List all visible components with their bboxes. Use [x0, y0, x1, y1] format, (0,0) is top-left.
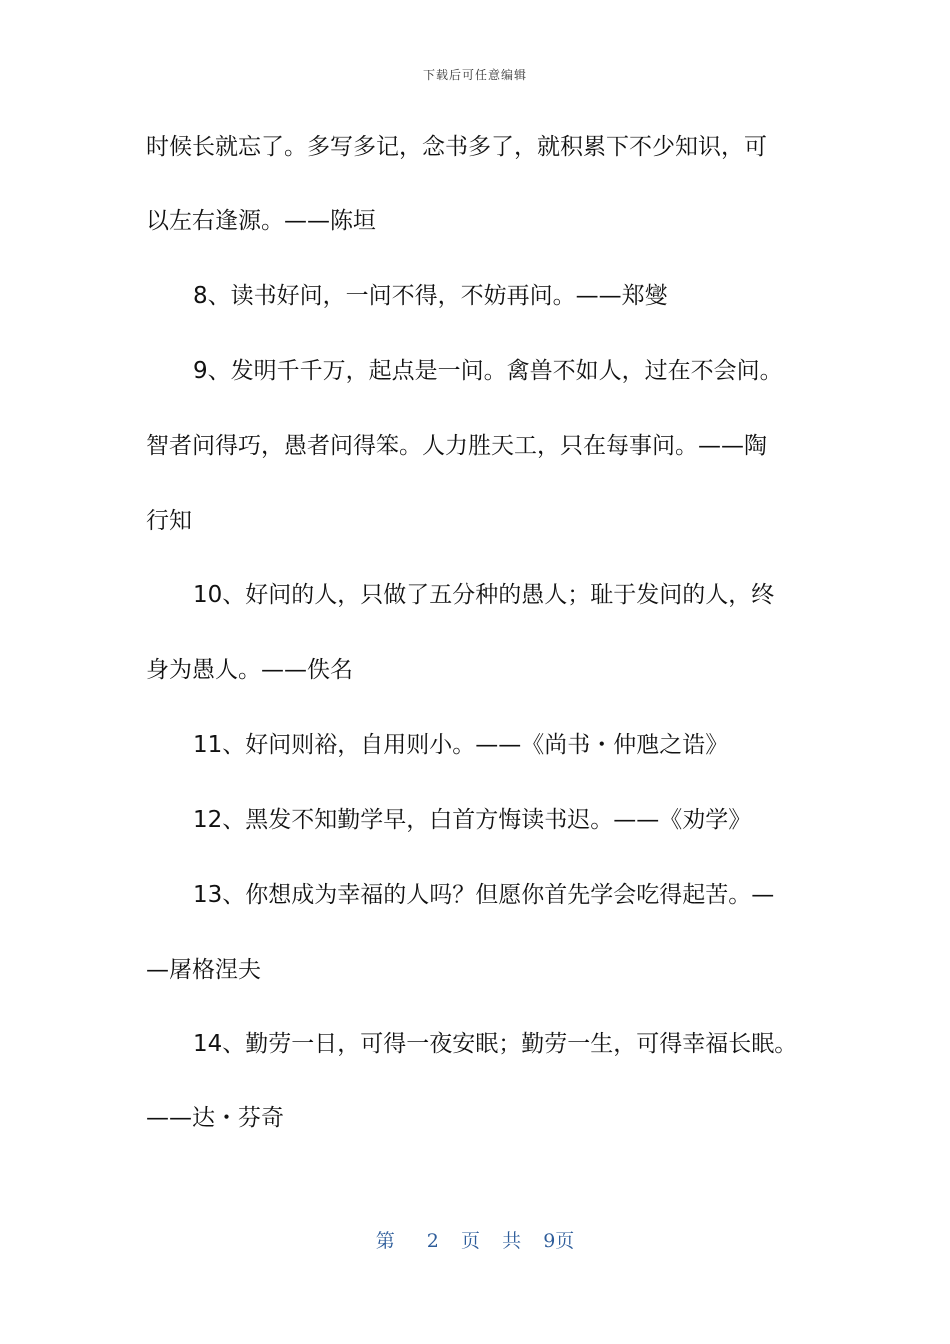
text-line: —屠格涅夫 — [146, 957, 261, 983]
footer-ye: 页 — [460, 1230, 480, 1252]
page-footer — [0, 1226, 950, 1253]
footer-page-number: 2 — [426, 1230, 439, 1252]
text-line: 智者问得巧，愚者问得笨。人力胜天工，只在每事问。——陶 — [146, 433, 767, 459]
text-line: 13、你想成为幸福的人吗？但愿你首先学会吃得起苦。— — [193, 882, 775, 908]
text-line: 11、好问则裕，自用则小。——《尚书・仲虺之诰》 — [193, 732, 729, 758]
footer-di: 第 — [375, 1230, 395, 1252]
text-line: 14、勤劳一日，可得一夜安眠；勤劳一生，可得幸福长眠。 — [193, 1031, 798, 1057]
text-line: 时候长就忘了。多写多记，念书多了，就积累下不少知识，可 — [146, 134, 767, 160]
text-line: 身为愚人。——佚名 — [146, 657, 353, 683]
text-line: 8、读书好问，一问不得，不妨再问。——郑燮 — [193, 283, 668, 309]
footer-gong: 共 — [502, 1230, 522, 1252]
text-line: ——达・芬奇 — [146, 1105, 284, 1131]
footer-total-pages: 9页 — [543, 1230, 575, 1252]
page-header: 下载后可任意编辑 — [422, 68, 527, 82]
text-line: 行知 — [146, 508, 192, 534]
text-line: 12、黑发不知勤学早，白首方悔读书迟。——《劝学》 — [193, 807, 752, 833]
text-line: 以左右逢源。——陈垣 — [146, 208, 376, 234]
text-line: 9、发明千千万，起点是一问。禽兽不如人，过在不会问。 — [193, 358, 783, 384]
text-line: 10、好问的人，只做了五分种的愚人；耻于发问的人，终 — [193, 582, 775, 608]
